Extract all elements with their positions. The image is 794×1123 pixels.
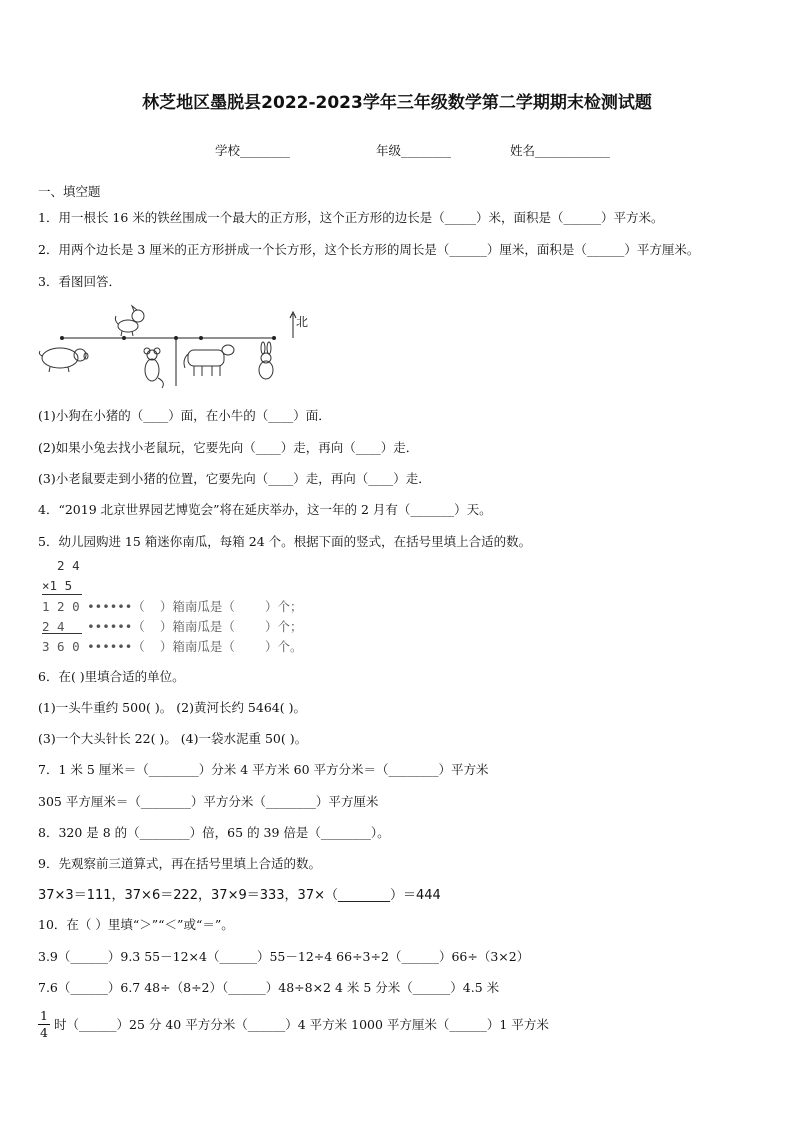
school-field[interactable]: 学校________ (215, 143, 291, 158)
question-9-expression: 37×3＝111，37×6＝222，37×9＝333，37×（________）＝444 (38, 888, 441, 903)
fraction-one-quarter (38, 1009, 50, 1040)
fraction-denominator: 4 (40, 1025, 48, 1040)
cow-icon (184, 345, 234, 376)
mouse-icon (144, 348, 163, 388)
question-6: 6．在( )里填合适的单位。 (38, 669, 185, 684)
fraction-numerator: 1 (40, 1008, 48, 1023)
question-6-b: (3)一个大头针长 22( )。 (4)一袋水泥重 50( )。 (38, 731, 308, 746)
grade-field[interactable]: 年级________ (376, 143, 452, 158)
question-3-1: (1)小狗在小猪的（____）面，在小牛的（____）面． (38, 408, 331, 423)
question-2: 2．用两个边长是 3 厘米的正方形拼成一个长方形，这个长方形的周长是（______）厘米，面积是（______）平方厘米。 (38, 242, 700, 257)
question-10-c: 时（______）25 分 40 平方分米（______）4 平方米 1000 平方厘米（______）1 平方米 (54, 1017, 549, 1032)
calc-rule-1 (42, 594, 82, 595)
calc-row-4: 2 4 ••••••（ ）箱南瓜是（ ）个； (42, 619, 303, 634)
animal-position-figure (36, 300, 326, 390)
calc-rule-2 (42, 633, 82, 634)
question-10-a: 3.9（______）9.3 55－12×4（______）55－12÷4 66÷3÷2（______）66÷（3×2） (38, 949, 530, 964)
calc-row-2: ×1 5 (42, 578, 73, 593)
question-3-3: (3)小老鼠要走到小猪的位置，它要先向（____）走，再向（____）走． (38, 471, 431, 486)
question-8: 8．320 是 8 的（________）倍，65 的 39 倍是（________）。 (38, 825, 390, 840)
question-6-a: (1)一头牛重约 500( )。 (2)黄河长约 5464( )。 (38, 700, 306, 715)
question-7-b: 305 平方厘米＝（________）平方分米（________）平方厘米 (38, 794, 379, 809)
question-10: 10．在（ ）里填“＞”“＜”或“＝”。 (38, 917, 234, 932)
pig-icon (39, 348, 88, 372)
question-1: 1．用一根长 16 米的铁丝围成一个最大的正方形，这个正方形的边长是（_____）米，面积是（______）平方米。 (38, 210, 664, 225)
rabbit-icon (259, 342, 273, 379)
section-heading: 一、填空题 (38, 184, 101, 199)
dog-icon (115, 306, 144, 336)
question-4: 4．“2019 北京世界园艺博览会”将在延庆举办，这一年的 2 月有（_______）天。 (38, 502, 492, 517)
question-7-a: 7．1 米 5 厘米＝（________）分米 4 平方米 60 平方分米＝（________）平方米 (38, 762, 489, 777)
calc-row-5: 3 6 0 ••••••（ ）箱南瓜是（ ）个。 (42, 639, 303, 654)
question-3: 3．看图回答． (38, 274, 121, 289)
north-label: 北 (296, 315, 309, 329)
calc-row-1: 2 4 (42, 558, 80, 573)
calc-row-3: 1 2 0 ••••••（ ）箱南瓜是（ ）个； (42, 599, 303, 614)
question-5: 5．幼儿园购进 15 箱迷你南瓜，每箱 24 个。根据下面的竖式，在括号里填上合适的数。 (38, 534, 532, 549)
question-10-b: 7.6（______）6.7 48÷（8÷2）（______）48÷8×2 4 米 5 分米（______）4.5 米 (38, 980, 500, 995)
question-3-2: (2)如果小兔去找小老鼠玩，它要先向（____）走，再向（____）走． (38, 440, 419, 455)
question-9: 9．先观察前三道算式，再在括号里填上合适的数。 (38, 856, 321, 871)
page-title: 林芝地区墨脱县2022-2023学年三年级数学第二学期期末检测试题 (142, 93, 652, 113)
name-field[interactable]: 姓名____________ (510, 143, 611, 158)
